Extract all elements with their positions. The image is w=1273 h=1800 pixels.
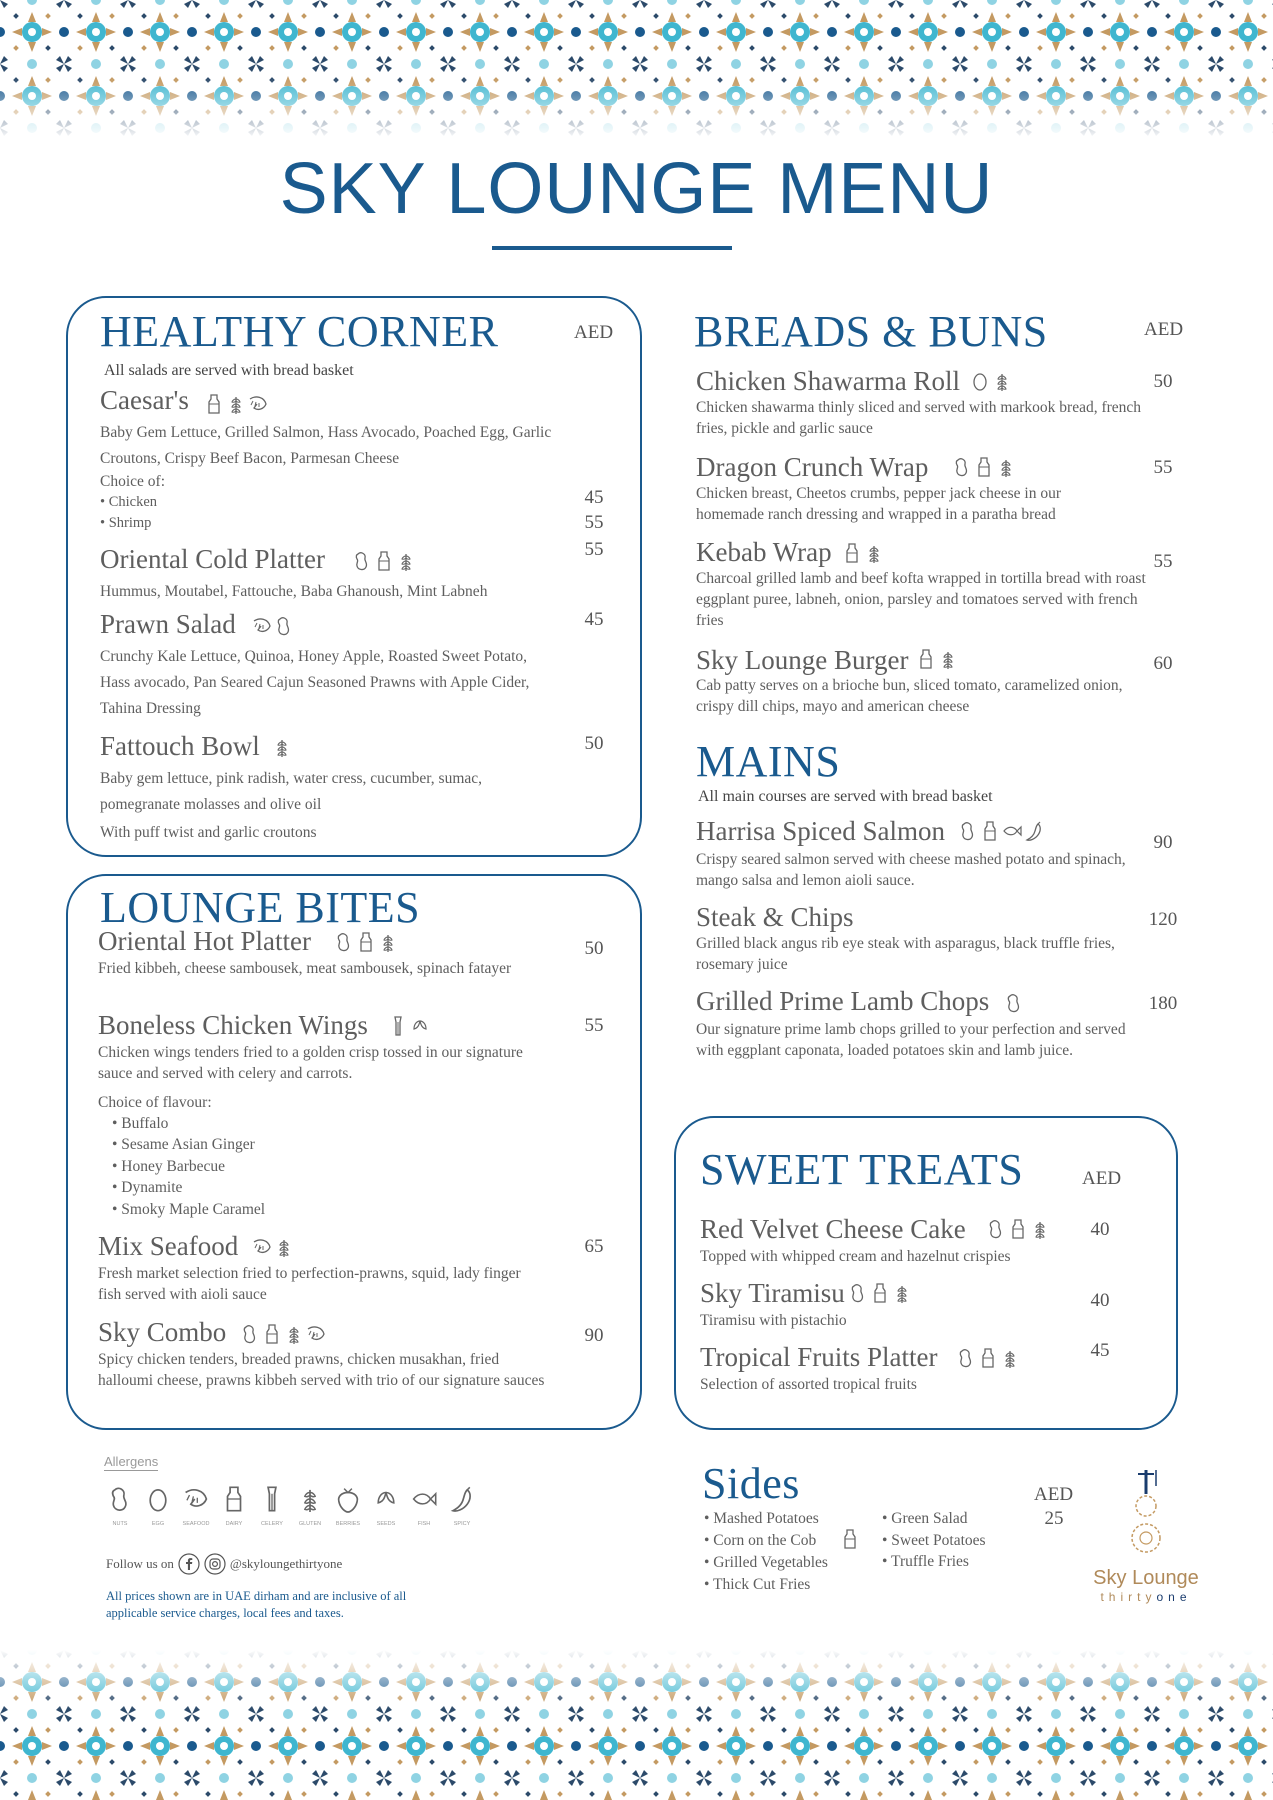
dragon-wrap-allergen-icons [952,456,1018,480]
wings-price: 55 [584,1015,604,1036]
item-name-tropical-fruits: Tropical Fruits Platter [700,1342,938,1372]
allergen-spicy [446,1484,478,1527]
item-name-caesars: Caesar's [100,385,189,415]
item-desc-tiramisu: Tiramisu with pistachio [700,1312,847,1329]
dairy-icon [221,1484,247,1514]
wings-allergen-icons [388,1015,432,1039]
side-grilled-vegetables: • Grilled Vegetables [704,1554,828,1571]
mains-note: All main courses are served with bread basket [698,788,993,805]
fruits-price: 45 [1090,1340,1110,1361]
side-green-salad: • Green Salad [882,1510,968,1527]
item-desc-sky-combo: Spicy chicken tenders, breaded prawns, chicken musakhan, fried halloumi cheese, prawns kibbeh served with trio of our signature sauces [98,1351,545,1389]
spicy-icon [1024,820,1044,842]
nuts-icon [848,1282,868,1304]
item-name-harrisa-salmon: Harrisa Spiced Salmon [696,816,945,846]
tiramisu-price: 40 [1090,1290,1110,1311]
caesars-option-chicken: • Chicken [100,494,158,510]
red-velvet-price: 40 [1090,1219,1110,1240]
dairy-icon [978,1347,998,1369]
side-thick-cut-fries: • Thick Cut Fries [704,1576,811,1593]
fish-icon [411,1484,437,1514]
caesars-price-shrimp: 55 [584,512,604,533]
side-mashed-potatoes: • Mashed Potatoes [704,1510,819,1527]
dairy-icon [842,542,862,564]
allergen-gluten [294,1484,326,1527]
dragon-wrap-price: 55 [1153,457,1173,478]
item-desc-fruits: Selection of assorted tropical fruits [700,1376,917,1393]
sides-price: 25 [1044,1508,1064,1529]
caesars-option-shrimp: • Shrimp [100,515,152,531]
item-desc-fattouch-extra: With puff twist and garlic croutons [100,824,317,841]
celery-icon [259,1484,285,1514]
nuts-icon [240,1323,260,1345]
allergen-label: SEAFOOD [182,1521,210,1527]
allergen-egg [142,1484,174,1527]
allergen-label: DAIRY [225,1521,243,1527]
gluten-icon [297,1484,323,1514]
item-name-oriental-cold-platter: Oriental Cold Platter [100,544,325,574]
nuts-icon [1004,992,1024,1014]
item-desc-steak: Grilled black angus rib eye steak with asparagus, black truffle fries, rosemary juice [696,935,1115,973]
nuts-icon [274,615,294,637]
mains-title: MAINS [696,737,841,786]
allergen-celery [256,1484,288,1527]
caesars-price-chicken: 45 [584,487,604,508]
gluten-icon [1030,1218,1050,1240]
fattouch-price: 50 [584,733,604,754]
caesars-allergen-icons [204,393,270,417]
wings-flavour-5: • Smoky Maple Caramel [112,1201,266,1218]
nuts-icon [952,456,972,478]
allergen-berries [332,1484,364,1527]
egg-icon [145,1484,171,1514]
gluten-icon [996,456,1016,478]
burger-allergen-icons [916,648,960,672]
healthy-aed-label: AED [574,322,614,343]
wings-flavour-1: • Buffalo [112,1115,169,1132]
seafood-icon [248,393,268,415]
bottom-pattern-band [0,1650,1273,1800]
item-desc-salmon: Crispy seared salmon served with cheese mashed potato and spinach, mango salsa and lemon aioli sauce. [696,851,1126,889]
healthy-corner-title: HEALTHY CORNER [100,307,499,356]
wings-choice-label: Choice of flavour: [98,1094,212,1111]
nuts-icon [107,1484,133,1514]
steak-price: 120 [1148,909,1178,930]
gluten-icon [284,1323,304,1345]
allergen-label: BERRIES [335,1521,361,1527]
sky-combo-price: 90 [584,1325,604,1346]
seafood-icon [252,615,272,637]
burger-price: 60 [1153,653,1173,674]
item-desc-burger: Cab patty serves on a brioche bun, sliced tomato, caramelized onion, crispy dill chips, mayo and american cheese [696,677,1123,715]
oriental-cold-price: 55 [584,539,604,560]
item-desc-dragon-wrap: Chicken breast, Cheetos crumbs, pepper jack cheese in our homemade ranch dressing and wrapped in a paratha bread [696,485,1061,523]
allergen-label: GLUTEN [298,1521,322,1527]
item-desc-wings: Chicken wings tenders fried to a golden crisp tossed in our signature sauce and served with celery and carrots. [98,1044,523,1082]
healthy-note: All salads are served with bread basket [104,362,354,379]
logo-sub-one: one [1156,1590,1192,1604]
sweets-aed-label: AED [1082,1168,1122,1189]
facebook-icon[interactable] [178,1553,200,1575]
nuts-icon [956,1347,976,1369]
side-sweet-potatoes: • Sweet Potatoes [882,1532,986,1549]
instagram-icon[interactable] [204,1553,226,1575]
dairy-icon [262,1323,282,1345]
sky-combo-allergen-icons [240,1323,328,1347]
wings-flavour-4: • Dynamite [112,1179,183,1196]
side-truffle-fries: • Truffle Fries [882,1553,969,1570]
kebab-wrap-allergen-icons [842,542,886,566]
item-name-fattouch-bowl: Fattouch Bowl [100,731,260,761]
fattouch-allergen-icons [272,736,294,760]
gluten-icon [378,931,398,953]
oriental-hot-allergen-icons [334,931,400,955]
dairy-icon [974,456,994,478]
allergen-label: CELERY [261,1521,283,1527]
seafood-icon [306,1323,326,1345]
lamb-allergen-icons [1004,992,1026,1016]
prawn-salad-allergen-icons [252,615,296,639]
seafood-icon [252,1236,272,1258]
item-desc-fattouch: Baby gem lettuce, pink radish, water cress, cucumber, sumac, pomegranate molasses and olive oil [100,770,483,813]
item-desc-prawn-salad: Crunchy Kale Lettuce, Quinoa, Honey Apple, Roasted Sweet Potato, Hass avocado, Pan Seared Cajun Seasoned Prawns with Apple Cider, Tahina Dressing [100,648,530,717]
seeds-icon [373,1484,399,1514]
caesars-choice-label: Choice of: [100,473,165,490]
gluten-icon [892,1282,912,1304]
celery-icon [388,1015,408,1037]
dairy-icon [374,550,394,572]
oriental-hot-price: 50 [584,938,604,959]
gluten-icon [938,648,958,670]
breads-aed-label: AED [1144,319,1184,340]
allergen-label: SEEDS [376,1521,396,1527]
allergen-dairy [218,1484,250,1527]
dairy-icon [1008,1218,1028,1240]
gluten-icon [864,542,884,564]
item-desc-oriental-hot: Fried kibbeh, cheese sambousek, meat sambousek, spinach fatayer [98,960,512,977]
item-name-oriental-hot-platter: Oriental Hot Platter [98,926,311,956]
item-desc-mix-seafood: Fresh market selection fried to perfection-prawns, squid, lady finger fish served with aioli sauce [98,1265,521,1303]
corn-allergen-icons [840,1528,862,1552]
berries-icon [335,1484,361,1514]
allergen-label: EGG [151,1521,165,1527]
sweet-treats-title: SWEET TREATS [700,1145,1024,1194]
dairy-icon [356,931,376,953]
title-underline [492,246,732,250]
allergen-fish [408,1484,440,1527]
social-row [106,1553,342,1575]
prawn-salad-price: 45 [584,609,604,630]
logo-sub-thirty: thirty [1100,1590,1157,1604]
dairy-icon [840,1528,860,1550]
lounge-bites-title: LOUNGE BITES [100,883,421,932]
item-name-steak-chips: Steak & Chips [696,902,854,932]
logo-name: Sky Lounge [1093,1567,1199,1589]
item-name-boneless-wings: Boneless Chicken Wings [98,1010,368,1040]
allergen-label: SPICY [453,1521,471,1527]
seafood-icon [183,1484,209,1514]
item-name-red-velvet: Red Velvet Cheese Cake [700,1214,966,1244]
oriental-cold-allergen-icons [352,550,418,574]
shawarma-allergen-icons [970,370,1014,394]
mix-seafood-price: 65 [584,1236,604,1257]
seeds-icon [410,1015,430,1037]
item-desc-caesars: Baby Gem Lettuce, Grilled Salmon, Hass Avocado, Poached Egg, Garlic Croutons, Crispy Beef Bacon, Parmesan Cheese [100,424,552,467]
item-name-prawn-salad: Prawn Salad [100,609,236,639]
allergen-label: FISH [417,1521,431,1527]
spicy-icon [449,1484,475,1514]
wings-flavour-2: • Sesame Asian Ginger [112,1136,255,1153]
mix-seafood-allergen-icons [252,1236,296,1260]
wings-flavour-3: • Honey Barbecue [112,1158,226,1175]
gluten-icon [272,736,292,758]
allergens-heading: Allergens [104,1454,159,1469]
logo-subtitle [1086,1590,1206,1604]
dairy-icon [916,648,936,670]
gluten-icon [274,1236,294,1258]
allergen-seafood [180,1484,212,1527]
item-name-sky-tiramisu: Sky Tiramisu [700,1278,845,1308]
salmon-price: 90 [1153,832,1173,853]
logo-mark-icon [1086,1468,1206,1568]
egg-icon [970,370,990,392]
dairy-icon [980,820,1000,842]
item-name-shawarma-roll: Chicken Shawarma Roll [696,366,960,396]
dairy-icon [204,393,224,415]
item-desc-red-velvet: Topped with whipped cream and hazelnut crispies [700,1248,1011,1265]
item-name-kebab-wrap: Kebab Wrap [696,537,832,567]
item-name-mix-seafood: Mix Seafood [98,1231,239,1261]
gluten-icon [226,393,246,415]
nuts-icon [334,931,354,953]
top-pattern-band [0,0,1273,140]
item-desc-kebab-wrap: Charcoal grilled lamb and beef kofta wrapped in tortilla bread with roast eggplant puree, labneh, onion, parsley and tomatoes served with french fries [696,570,1146,629]
sides-aed-label: AED [1034,1484,1074,1505]
breads-buns-title: BREADS & BUNS [694,307,1048,356]
tiramisu-allergen-icons [848,1282,914,1306]
lamb-price: 180 [1148,993,1178,1014]
nuts-icon [986,1218,1006,1240]
pricing-footnote: All prices shown are in UAE dirham and are inclusive of all applicable service charges, local fees and taxes. [106,1589,407,1620]
allergen-legend [104,1484,478,1527]
allergen-nuts [104,1484,136,1527]
gluten-icon [1000,1347,1020,1369]
social-handle[interactable]: @skyloungethirtyone [229,1556,343,1571]
item-name-lamb-chops: Grilled Prime Lamb Chops [696,986,990,1016]
gluten-icon [992,370,1012,392]
shawarma-price: 50 [1153,371,1173,392]
item-desc-lamb: Our signature prime lamb chops grilled to your perfection and served with eggplant caponata, loaded potatoes skin and lamb juice. [696,1021,1126,1059]
page-title: SKY LOUNGE MENU [279,149,994,229]
item-desc-shawarma: Chicken shawarma thinly sliced and served with markook bread, french fries, pickle and garlic sauce [696,399,1142,437]
allergen-label: NUTS [112,1521,128,1527]
item-name-sky-combo: Sky Combo [98,1317,227,1347]
sides-title: Sides [702,1459,800,1508]
kebab-wrap-price: 55 [1153,551,1173,572]
salmon-allergen-icons [958,820,1046,844]
item-desc-oriental-cold: Hummus, Moutabel, Fattouche, Baba Ghanoush, Mint Labneh [100,583,488,600]
fish-icon [1002,820,1022,842]
item-name-sky-lounge-burger: Sky Lounge Burger [696,645,909,675]
allergen-seeds [370,1484,402,1527]
item-name-dragon-crunch-wrap: Dragon Crunch Wrap [696,452,929,482]
follow-label: Follow us on [106,1556,174,1571]
nuts-icon [958,820,978,842]
fruits-allergen-icons [956,1347,1022,1371]
nuts-icon [352,550,372,572]
gluten-icon [396,550,416,572]
side-corn-on-cob: • Corn on the Cob [704,1532,817,1549]
red-velvet-allergen-icons [986,1218,1052,1242]
sky-lounge-logo [1086,1468,1206,1618]
dairy-icon [870,1282,890,1304]
